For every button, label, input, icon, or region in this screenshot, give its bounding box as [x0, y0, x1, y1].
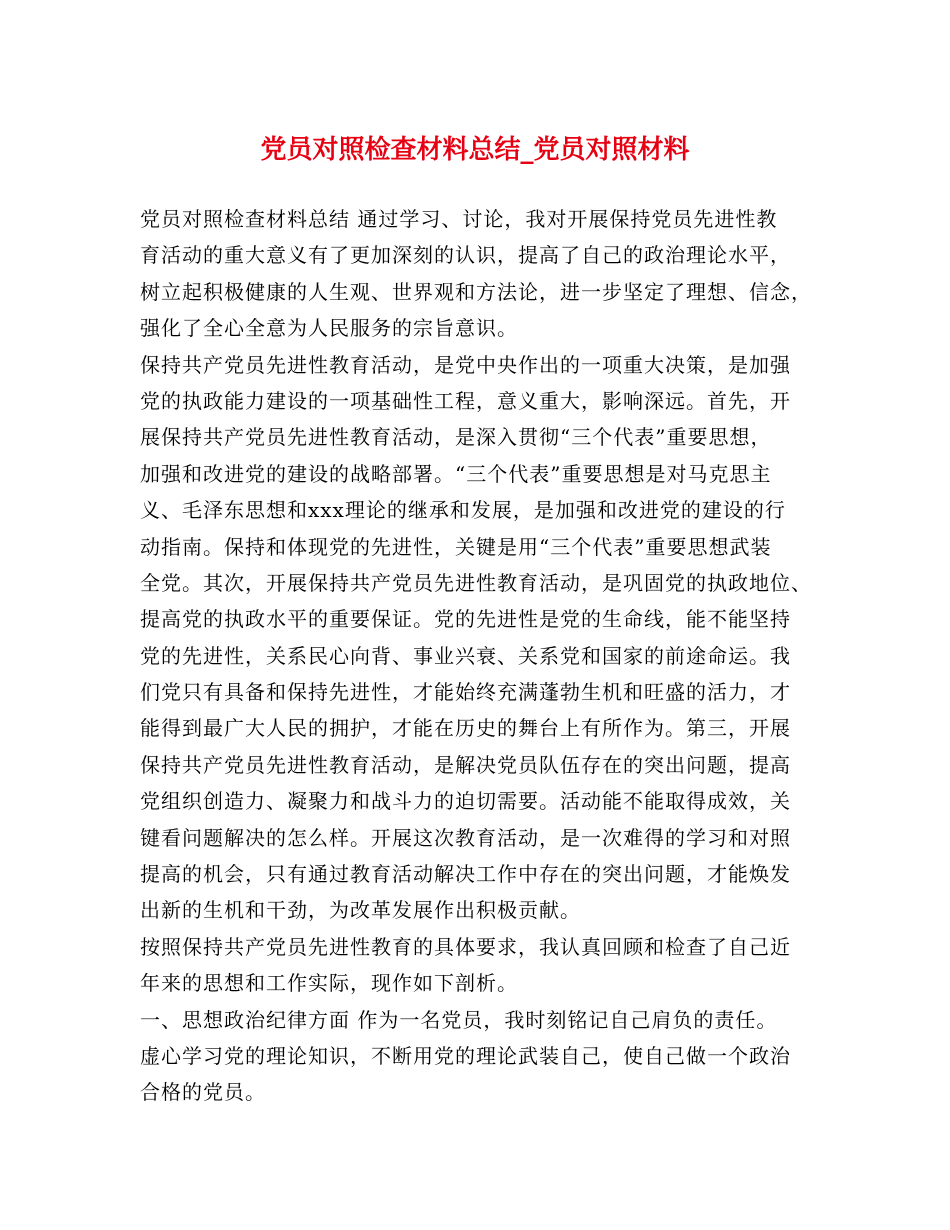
text-line: 能得到最广大人民的拥护，才能在历史的舞台上有所作为。第三，开展 — [140, 716, 791, 741]
text-line: 键看问题解决的怎么样。开展这次教育活动，是一次难得的学习和对照 — [140, 825, 791, 850]
text-line: 合格的党员。 — [140, 1080, 266, 1105]
text-line: 年来的思想和工作实际，现作如下剖析。 — [140, 971, 518, 996]
text-line: 党的执政能力建设的一项基础性工程，意义重大，影响深远。首先，开 — [140, 388, 791, 413]
document-title: 党员对照检查材料总结_党员对照材料 — [260, 135, 690, 165]
text-line: 树立起积极健康的人生观、世界观和方法论，进一步坚定了理想、信念， — [140, 279, 812, 304]
text-line: 出新的生机和干劲，为改革发展作出积极贡献。 — [140, 898, 581, 923]
text-line: 义、毛泽东思想和xxx理论的继承和发展，是加强和改进党的建设的行 — [140, 498, 786, 523]
paragraph — [140, 347, 820, 929]
text-line: 强化了全心全意为人民服务的宗旨意识。 — [140, 316, 518, 341]
paragraph — [140, 201, 820, 347]
text-line: 党组织创造力、凝聚力和战斗力的迫切需要。活动能不能取得成效，关 — [140, 789, 791, 814]
text-line: 加强和改进党的建设的战略部署。“三个代表”重要思想是对马克思主 — [140, 461, 772, 486]
text-line: 虚心学习党的理论知识，不断用党的理论武装自己，使自己做一个政治 — [140, 1043, 791, 1068]
text-line: 全党。其次，开展保持共产党员先进性教育活动，是巩固党的执政地位、 — [140, 570, 812, 595]
text-line: 展保持共产党员先进性教育活动，是深入贯彻“三个代表”重要思想， — [140, 425, 772, 450]
text-line: 们党只有具备和保持先进性，才能始终充满蓬勃生机和旺盛的活力，才 — [140, 680, 791, 705]
text-line: 党员对照检查材料总结 通过学习、讨论，我对开展保持党员先进性教 — [140, 207, 778, 231]
text-line: 一、思想政治纪律方面 作为一名党员，我时刻铭记自己肩负的责任。 — [140, 1007, 778, 1032]
text-line: 按照保持共产党员先进性教育的具体要求，我认真回顾和检查了自己近 — [140, 934, 791, 959]
text-line: 保持共产党员先进性教育活动，是党中央作出的一项重大决策，是加强 — [140, 352, 791, 377]
text-line: 党的先进性，关系民心向背、事业兴衰、关系党和国家的前途命运。我 — [140, 643, 791, 668]
document-body — [140, 201, 820, 1111]
text-line: 提高党的执政水平的重要保证。党的先进性是党的生命线，能不能坚持 — [140, 607, 791, 632]
paragraph — [140, 1002, 820, 1111]
text-line: 提高的机会，只有通过教育活动解决工作中存在的突出问题，才能焕发 — [140, 862, 791, 887]
paragraph — [140, 929, 820, 1002]
text-line: 动指南。保持和体现党的先进性，关键是用“三个代表”重要思想武装 — [140, 534, 772, 559]
text-line: 保持共产党员先进性教育活动，是解决党员队伍存在的突出问题，提高 — [140, 752, 791, 777]
text-line: 育活动的重大意义有了更加深刻的认识，提高了自己的政治理论水平， — [140, 243, 791, 268]
